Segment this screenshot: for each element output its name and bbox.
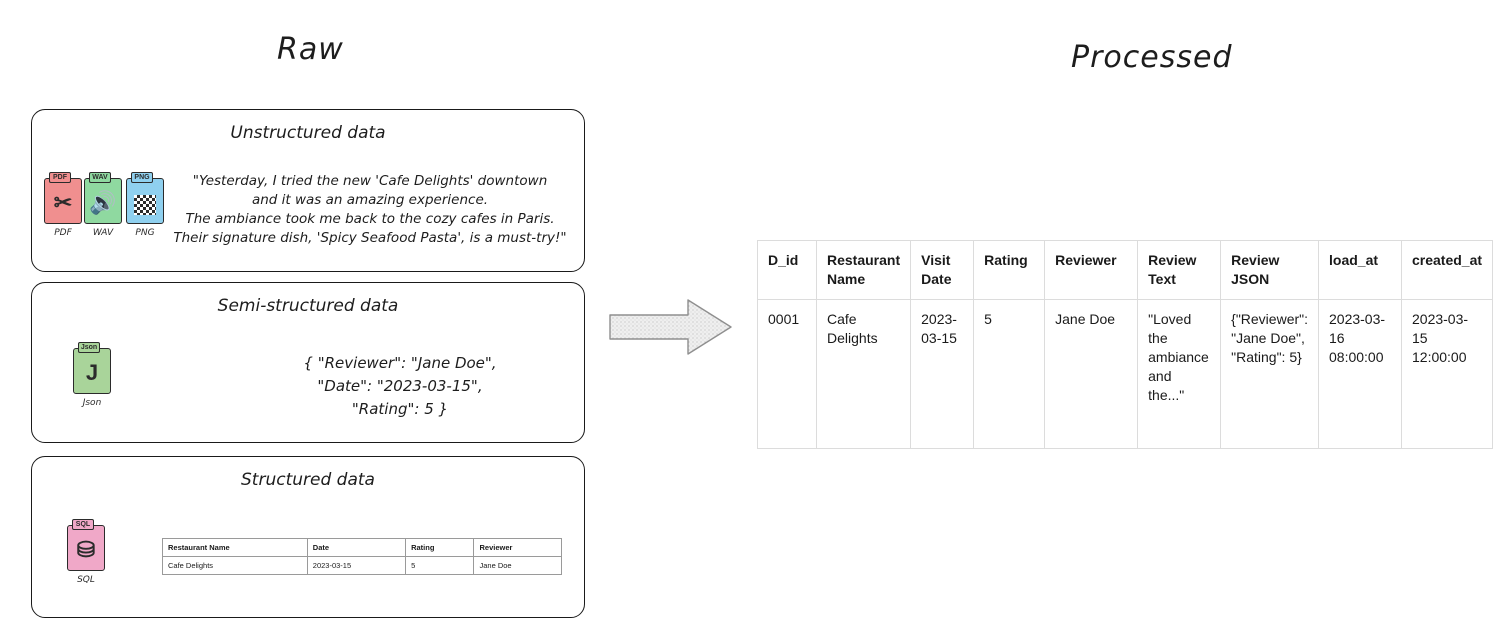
processed-column-title: Processed — [1071, 40, 1233, 75]
col-d-id: D_id — [758, 241, 817, 300]
process-arrow-icon — [608, 297, 733, 357]
mini-col-reviewer: Reviewer — [474, 539, 562, 557]
processed-data-table — [757, 240, 1493, 449]
structured-card-title: Structured data — [241, 470, 375, 490]
mini-cell-reviewer: Jane Doe — [474, 557, 562, 575]
png-tab-label: PNG — [131, 172, 153, 183]
pdf-file-label: PDF — [54, 228, 72, 238]
structured-mini-table — [162, 538, 562, 575]
unstructured-review-text: "Yesterday, I tried the new 'Cafe Delights' downtown and it was an amazing experience. The ambiance took me back to the cozy cafes in Paris. Their signature dish, 'Spicy Seafood Pasta', is a must-try!" — [173, 173, 567, 246]
unstructured-card-title: Unstructured data — [230, 123, 386, 143]
mini-cell-rating: 5 — [406, 557, 474, 575]
mini-col-restaurant-name: Restaurant Name — [163, 539, 308, 557]
table-row — [758, 300, 1493, 449]
cell-d-id: 0001 — [758, 300, 817, 449]
json-glyph: J — [85, 360, 99, 385]
processed-table-header-row — [758, 241, 1493, 300]
wav-file-icon — [84, 174, 122, 238]
cell-rating: 5 — [974, 300, 1045, 449]
col-created-at: created_at — [1402, 241, 1493, 300]
col-review-text: Review Text — [1138, 241, 1221, 300]
mini-cell-restaurant-name: Cafe Delights — [163, 557, 308, 575]
semi-structured-card-title: Semi-structured data — [217, 296, 399, 316]
png-file-icon — [126, 174, 164, 238]
mini-col-date: Date — [307, 539, 405, 557]
png-checker-pattern — [134, 195, 156, 215]
png-file-label: PNG — [135, 228, 155, 238]
cell-reviewer: Jane Doe — [1045, 300, 1138, 449]
pdf-glyph: ✂ — [53, 190, 73, 215]
pdf-file-icon — [44, 174, 82, 238]
mini-cell-date: 2023-03-15 — [307, 557, 405, 575]
col-rating: Rating — [974, 241, 1045, 300]
cell-restaurant-name: Cafe Delights — [817, 300, 911, 449]
mini-col-rating: Rating — [406, 539, 474, 557]
sql-glyph: ⛁ — [76, 537, 96, 562]
sql-file-icon — [67, 521, 105, 585]
json-file-label: Json — [82, 398, 102, 408]
col-visit-date: Visit Date — [911, 241, 974, 300]
sql-file-label: SQL — [77, 575, 95, 585]
cell-review-json: {"Reviewer": "Jane Doe", "Rating": 5} — [1221, 300, 1319, 449]
sql-tab-label: SQL — [72, 519, 94, 530]
wav-glyph: 🔊 — [89, 190, 117, 215]
col-load-at: load_at — [1319, 241, 1402, 300]
wav-file-label: WAV — [92, 228, 114, 238]
col-restaurant-name: Restaurant Name — [817, 241, 911, 300]
cell-created-at: 2023-03-15 12:00:00 — [1402, 300, 1493, 449]
cell-load-at: 2023-03-16 08:00:00 — [1319, 300, 1402, 449]
col-reviewer: Reviewer — [1045, 241, 1138, 300]
cell-visit-date: 2023-03-15 — [911, 300, 974, 449]
structured-data-card — [31, 456, 585, 618]
col-review-json: Review JSON — [1221, 241, 1319, 300]
raw-column-title: Raw — [277, 32, 344, 67]
json-tab-label: Json — [78, 342, 100, 353]
mini-table-row — [163, 557, 562, 575]
cell-review-text: "Loved the ambiance and the..." — [1138, 300, 1221, 449]
mini-table-header-row — [163, 539, 562, 557]
json-file-icon — [73, 344, 111, 408]
wav-tab-label: WAV — [89, 172, 111, 183]
semi-structured-json-text: { "Reviewer": "Jane Doe", "Date": "2023-03-15", "Rating": 5 } — [303, 354, 497, 418]
pdf-tab-label: PDF — [49, 172, 71, 183]
